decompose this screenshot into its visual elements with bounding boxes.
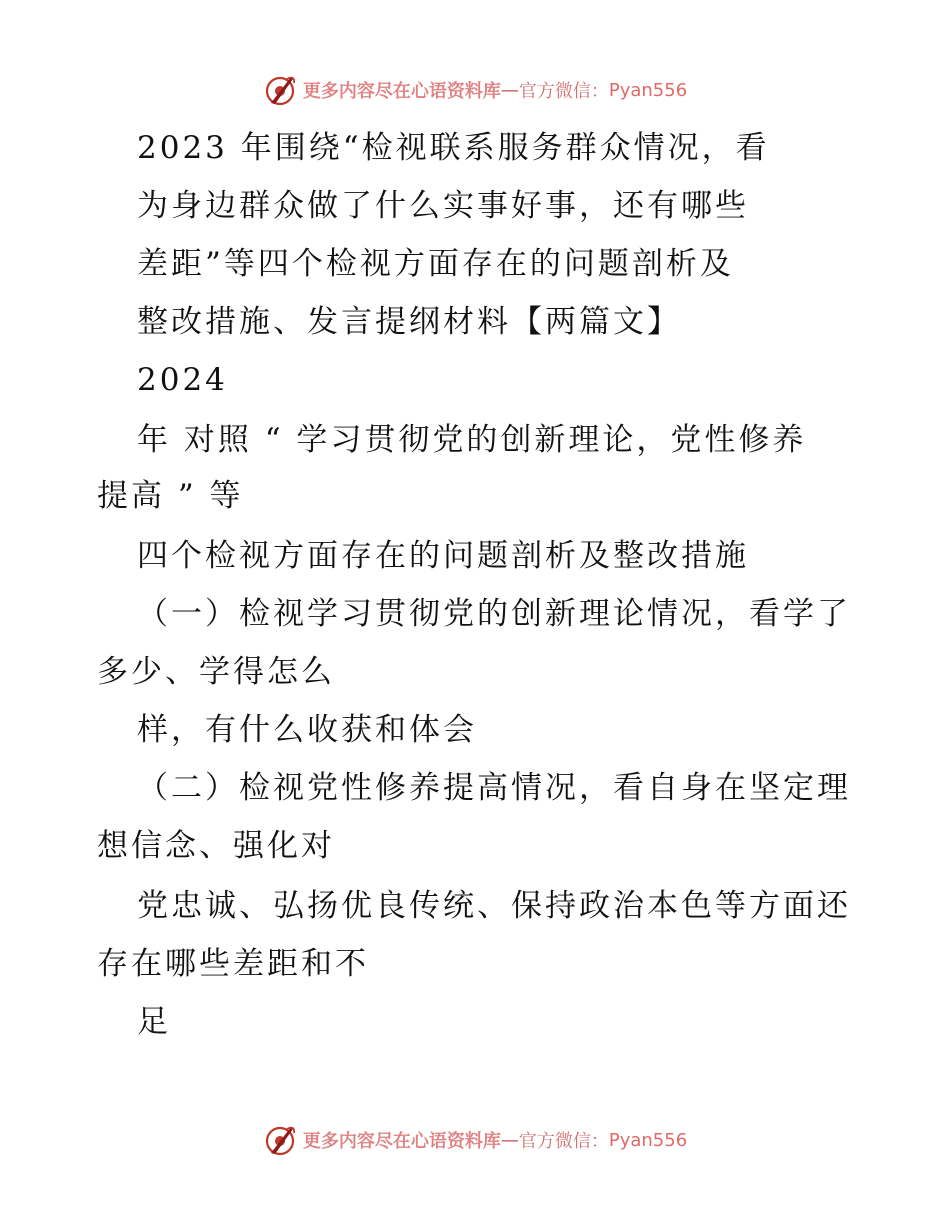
- body-line: 2024: [137, 362, 228, 398]
- body-line: 整改措施、发言提纲材料【两篇文】: [137, 304, 681, 340]
- body-line: （二）检视党性修养提高情况，看自身在坚定理: [137, 770, 851, 806]
- body-line: 为身边群众做了什么实事好事，还有哪些: [137, 188, 749, 224]
- body-line: 2023 年围绕“检视联系服务群众情况，看: [137, 130, 770, 166]
- watermark-tail-text: 官方微信：: [518, 81, 609, 102]
- body-line: 提高 ” 等: [97, 478, 244, 514]
- body-line: 差距”等四个检视方面存在的问题剖析及: [137, 246, 734, 282]
- body-line: 样，有什么收获和体会: [137, 712, 477, 748]
- watermark-wechat-id: Pyan556: [608, 79, 688, 101]
- body-line: 党忠诚、弘扬优良传统、保持政治本色等方面还: [137, 888, 851, 924]
- watermark-tail-text: 官方微信：: [518, 1131, 609, 1152]
- watermark-lead-text: 更多内容尽在心语资料库: [302, 81, 501, 102]
- quill-logo-icon: [263, 1123, 297, 1157]
- watermark-dash: —: [500, 79, 519, 101]
- watermark-lead-text: 更多内容尽在心语资料库: [302, 1131, 501, 1152]
- header-watermark: [0, 70, 950, 110]
- footer-watermark: [0, 1120, 950, 1160]
- watermark-wechat-id: Pyan556: [608, 1129, 688, 1151]
- body-line: 四个检视方面存在的问题剖析及整改措施: [137, 538, 749, 574]
- body-line: 多少、学得怎么: [97, 654, 335, 690]
- quill-logo-icon: [263, 73, 297, 107]
- body-line: 想信念、强化对: [97, 828, 335, 864]
- body-line: 年 对照 “ 学习贯彻党的创新理论，党性修养: [137, 422, 807, 458]
- body-line: 存在哪些差距和不: [97, 946, 369, 982]
- watermark-dash: —: [500, 1129, 519, 1151]
- body-line: （一）检视学习贯彻党的创新理论情况，看学了: [137, 596, 851, 632]
- body-line: 足: [137, 1004, 171, 1040]
